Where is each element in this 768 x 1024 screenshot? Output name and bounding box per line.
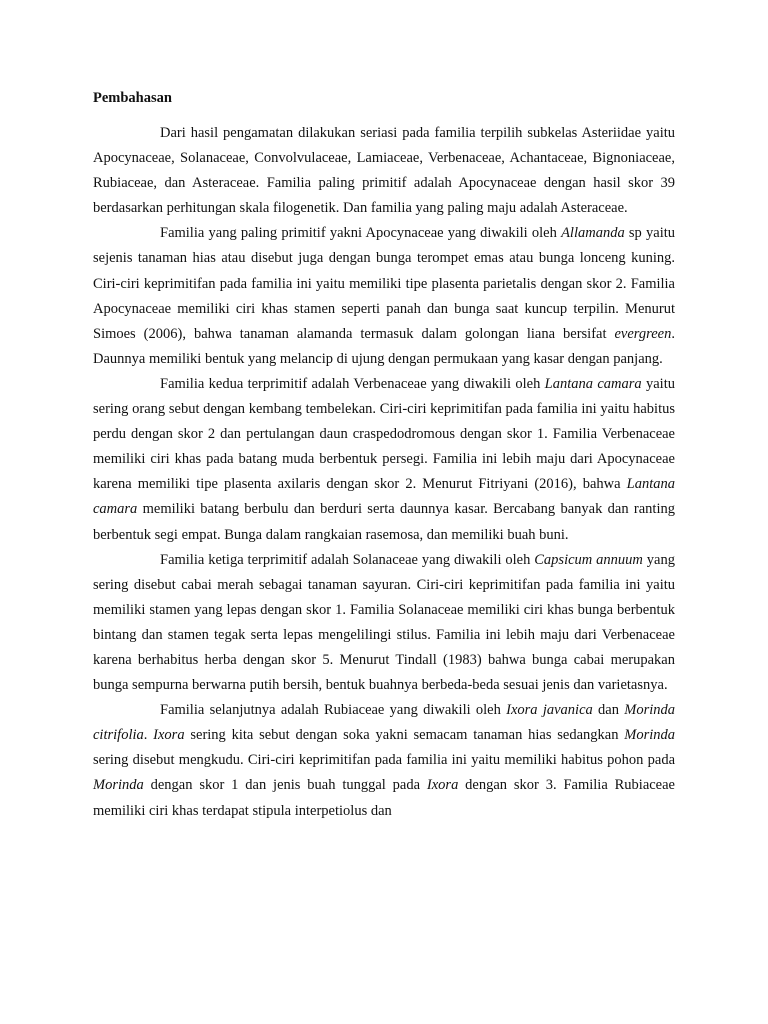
paragraph <box>93 372 675 548</box>
italic-term: Capsicum annuum <box>534 551 643 568</box>
italic-term: Ixora <box>153 727 185 744</box>
italic-term: Lantana camara <box>93 476 675 518</box>
paragraph-list <box>93 121 675 824</box>
text-run: yang sering disebut cabai merah sebagai tanaman sayuran. Ciri-ciri keprimitifan pada familia ini yaitu memiliki stamen yang lepas dengan skor 1. Familia Solanaceae memiliki ciri khas bunga berbentuk bintang dan stamen tegak serta lepas mengelilingi stilus. Familia ini lebih maju dari Verbenaceae karena berhabitus herba dengan skor 5. Menurut Tindall (1983) bahwa bunga cabai merupakan bunga sempurna berwarna putih bersih, bentuk buahnya berbeda-beda sesuai jenis dan varietasnya. <box>93 551 675 694</box>
text-run: dengan skor 1 dan jenis buah tunggal pada <box>143 777 427 794</box>
text-run: Familia kedua terprimitif adalah Verbenaceae yang diwakili oleh <box>160 375 545 392</box>
text-run: sering kita sebut dengan soka yakni semacam tanaman hias sedangkan <box>184 727 625 744</box>
section-heading: Pembahasan <box>93 90 172 106</box>
text-run: memiliki batang berbulu dan berduri serta daunnya kasar. Bercabang banyak dan ranting berbentuk segi empat. Bunga dalam rangkaian rasemosa, dan memiliki buah buni. <box>93 501 675 543</box>
italic-term: Morinda citrifolia <box>93 702 675 744</box>
text-run: Dari hasil pengamatan dilakukan seriasi pada familia terpilih subkelas Asteriidae yaitu Apocynaceae, Solanaceae, Convolvulaceae, Lamiaceae, Verbenaceae, Achantaceae, Bignoniaceae, Rubiaceae, dan Asteraceae. Familia paling primitif adalah Apocynaceae dengan hasil skor 39 berdasarkan perhitungan skala filogenetik. Dan familia yang paling maju adalah Asteraceae. <box>93 125 675 217</box>
italic-term: Lantana camara <box>544 375 642 392</box>
paragraph <box>93 548 675 699</box>
italic-term: Ixora <box>426 777 459 794</box>
document-body <box>93 87 675 824</box>
italic-term: evergreen <box>614 325 672 342</box>
paragraph <box>93 121 675 221</box>
italic-term: Ixora javanica <box>506 702 593 719</box>
paragraph <box>93 698 675 823</box>
italic-term: Morinda <box>624 727 675 744</box>
italic-term: Allamanda <box>561 225 625 242</box>
text-run: Familia ketiga terprimitif adalah Solanaceae yang diwakili oleh <box>160 551 535 568</box>
text-run: . <box>143 727 154 744</box>
text-run: sp yaitu sejenis tanaman hias atau disebut juga dengan bunga terompet emas atau bunga lonceng kuning. Ciri-ciri keprimitifan pada familia ini yaitu memiliki tipe plasenta parietalis dengan skor 2. Familia Apocynaceae memiliki ciri khas stamen seperti panah dan bunga saat kuncup terpilin. Menurut Simoes (2006), bahwa tanaman alamanda termasuk dalam golongan liana bersifat <box>93 225 676 342</box>
text-run: . Daunnya memiliki bentuk yang melancip di ujung dengan permukaan yang kasar dengan panjang. <box>93 325 675 367</box>
text-run: dan <box>592 702 625 719</box>
italic-term: Morinda <box>93 777 144 794</box>
paragraph <box>93 221 675 372</box>
text-run: sering disebut mengkudu. Ciri-ciri keprimitifan pada familia ini yaitu memiliki habitus pohon pada <box>93 752 675 769</box>
text-run: Familia yang paling primitif yakni Apocynaceae yang diwakili oleh <box>160 225 562 242</box>
text-run: yaitu sering orang sebut dengan kembang tembelekan. Ciri-ciri keprimitifan pada familia ini yaitu habitus perdu dengan skor 2 dan pertulangan daun craspedodromous dengan skor 1. Familia Verbenaceae memiliki ciri khas pada batang muda berbentuk persegi. Familia ini lebih maju dari Apocynaceae karena memiliki tipe plasenta axilaris dengan skor 2. Menurut Fitriyani (2016), bahwa <box>93 375 675 493</box>
text-run: Familia selanjutnya adalah Rubiaceae yang diwakili oleh <box>160 702 507 719</box>
text-run: dengan skor 3. Familia Rubiaceae memiliki ciri khas terdapat stipula interpetiolus dan <box>93 777 675 819</box>
